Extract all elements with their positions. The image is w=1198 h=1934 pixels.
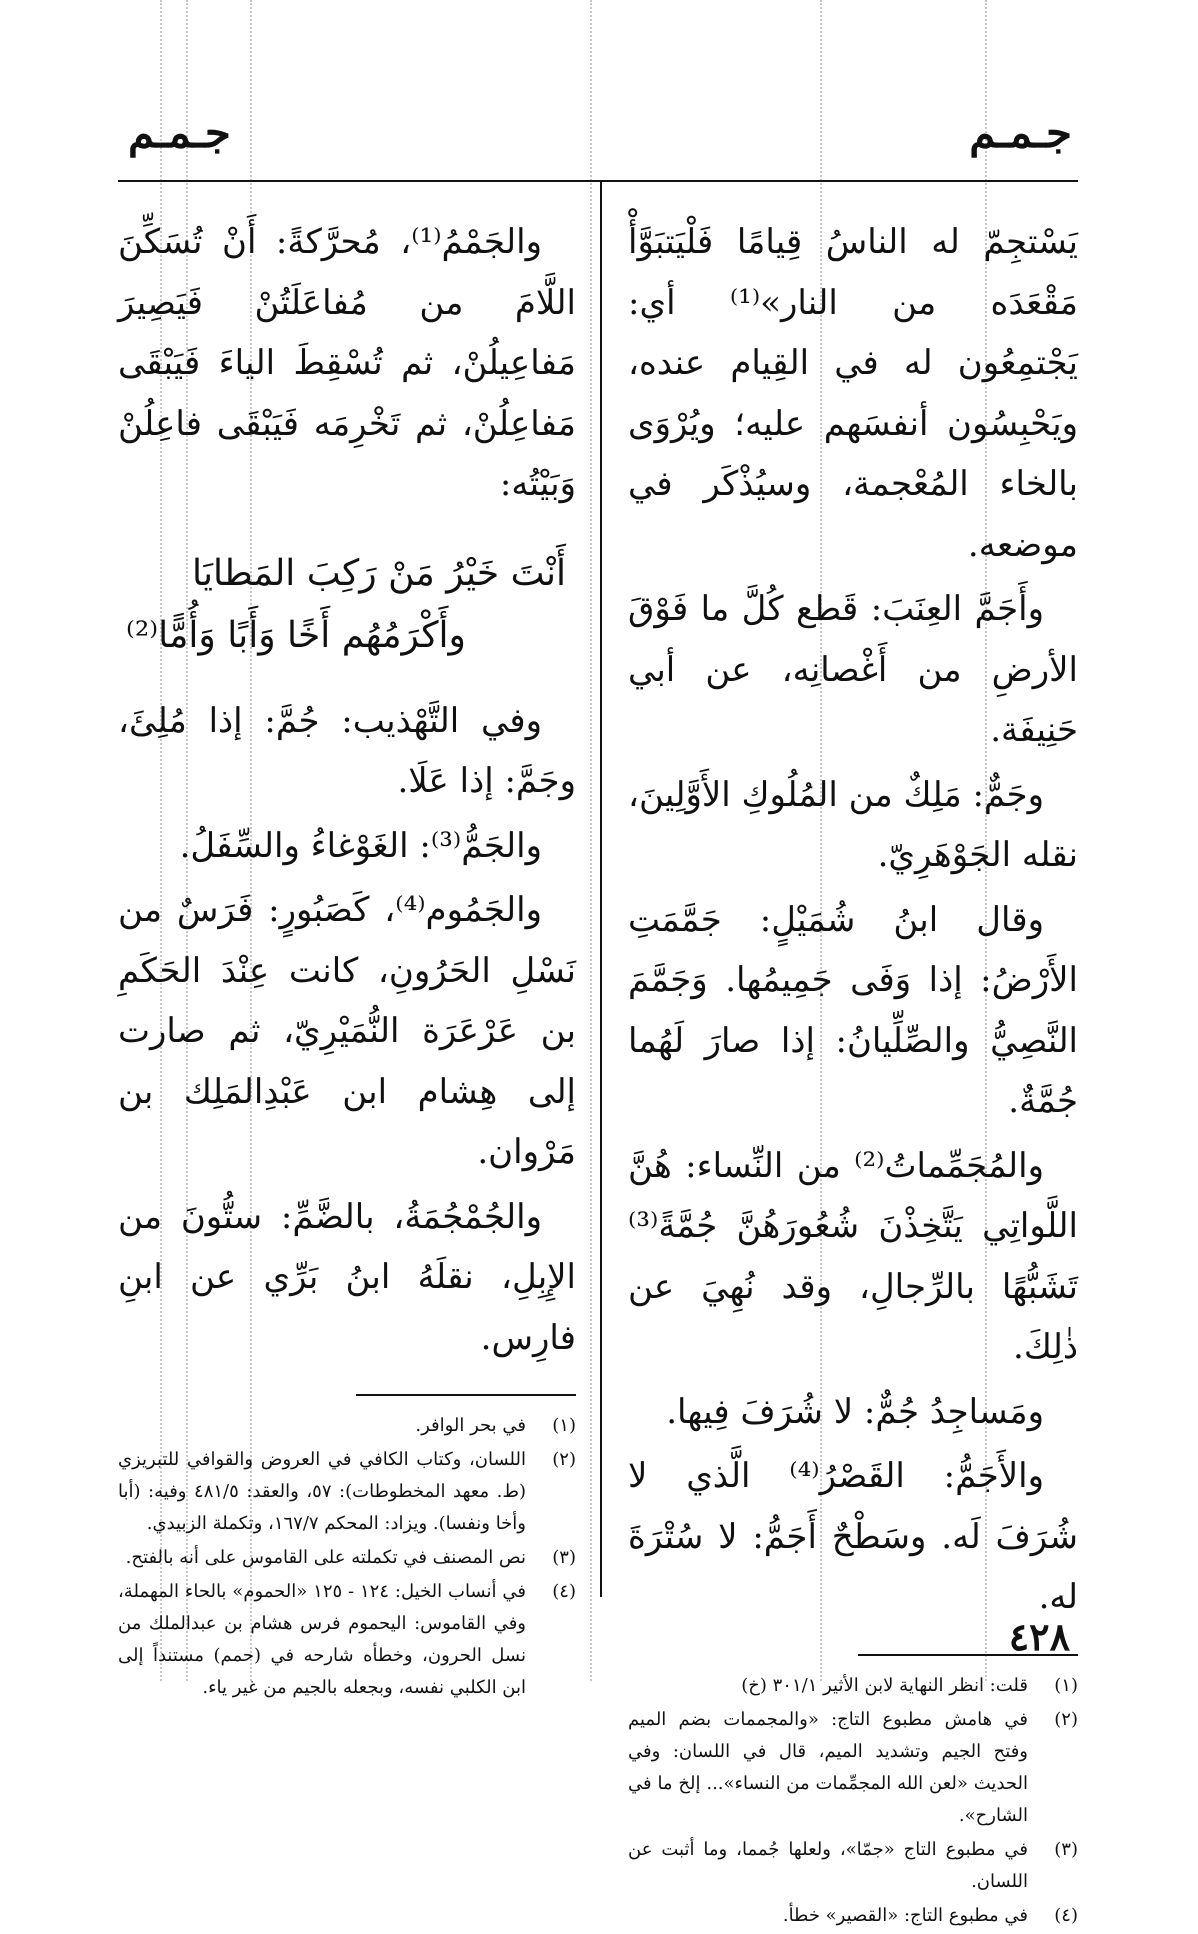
right-footnotes: [628, 1670, 1078, 1932]
footnote-number: (٢): [1054, 1708, 1078, 1730]
footnote-item: [118, 1576, 576, 1704]
scan-crease-line: [590, 0, 592, 1681]
footnote-item: [118, 1444, 576, 1540]
entry-paragraph: وفي التَّهْذيب: جُمَّ: إذا مُلِئَ، وجَمَّ: إذا عَلَا.: [118, 700, 576, 801]
footnote-item: [628, 1834, 1078, 1898]
left-footnotes: [118, 1410, 576, 1704]
footnote-text: اللسان، وكتاب الكافي في العروض والقوافي للتبريزي (ط. معهد المخطوطات): ٥٧، والعقد: ٤٨١/٥ وفيه: (أبا وأخا ونفسا). ويزاد: المحكم ١٦٧/٧، وتكملة الزبيدي.: [118, 1449, 527, 1534]
left-column: [118, 212, 576, 1706]
footnote-number: (٤): [552, 1581, 576, 1602]
entry-paragraph: والمُجَمِّماتُ⁽²⁾ من النِّساء: هُنَّ اللَّواتِي يَتَّخِذْنَ شُعُورَهُنَّ جُمَّةً⁽³⁾ تَشَبُّهًا بالرِّجالِ، وقد نُهِيَ عن ذٰلِكَ.: [628, 1145, 1078, 1367]
footnote-text: قلت: انظر النهاية لابن الأثير ٣٠١/١ (خ): [741, 1674, 1028, 1696]
entry-paragraph: وقال ابنُ شُمَيْلٍ: جَمَّمَتِ الأَرْضُ: إذا وَفَى جَمِيمُها. وَجَمَّمَ النَّصِيُّ والصِّلِّيانُ: إذا صارَ لَهُما جُمَّةٌ.: [628, 899, 1078, 1121]
entry-paragraph: يَسْتجِمّ له الناسُ قِيامًا فَلْيَتبَوَّأْ مَقْعَدَه من النار»⁽¹⁾ أي: يَجْتمِعُون له في القِيام عنده، ويَحْبِسُون أنفسَهم عليه؛ ويُرْوَى بالخاء المُعْجمة، وسيُذْكَر في موضعه.: [628, 222, 1078, 565]
column-divider: [600, 182, 602, 1597]
entry-paragraph: ومَساجِدُ جُمٌّ: لا شُرَفَ فِيها.: [666, 1391, 1044, 1432]
right-column-body: [628, 212, 1078, 1628]
footnote-rule: [356, 1394, 576, 1396]
entry-paragraph: والجَمْمُ⁽¹⁾، مُحرَّكةً: أَنْ تُسَكِّنَ اللَّامَ من مُفاعَلَتُنْ فَيَصِيرَ مَفاعِيلُنْ، ثم تُسْقِطَ الياءَ فَيَبْقَى مَفاعِلُنْ، ثم تَخْرِمَه فَيَبْقَى فاعِلُنْ وَبَيْتُه:: [118, 222, 576, 504]
footnote-number: (٢): [552, 1449, 576, 1470]
left-column-body: [118, 212, 576, 1368]
running-head-left: جـمـم: [128, 108, 231, 157]
footnote-number: (١): [1054, 1674, 1078, 1696]
footnote-text: في مطبوع التاج: «القصير» خطأ.: [782, 1904, 1028, 1926]
footnote-item: [628, 1900, 1078, 1932]
footnote-number: (٤): [1054, 1904, 1078, 1926]
header-rule: [118, 180, 1078, 182]
footnote-number: (٣): [552, 1547, 576, 1568]
entry-paragraph: وجَمٌّ: مَلِكٌ من المُلُوكِ الأَوَّلِينَ، نقله الجَوْهَرِيّ.: [627, 774, 1078, 875]
poem-hemistich-1: أَنْتَ خَيْرُ مَنْ رَكِبَ المَطايَا: [192, 552, 566, 594]
footnote-text: في هامش مطبوع التاج: «والمجممات بضم الميم وفتح الجيم وتشديد الميم، قال في اللسان: وفي الحديث «لعن الله المجمِّمات من النساء»... إلخ ما في الشارح».: [628, 1708, 1028, 1826]
footnote-text: في بحر الوافر.: [415, 1415, 526, 1436]
entry-paragraph: والجَمُّ⁽³⁾: الغَوْغاءُ والسِّفَلُ.: [179, 825, 542, 866]
footnote-number: (١): [552, 1415, 576, 1436]
entry-paragraph: والجُمْجُمَةُ، بالضَّمِّ: ستُّونَ من الإِبِلِ، نقلَهُ ابنُ بَرِّي عن ابنِ فارِس.: [118, 1196, 576, 1358]
footnote-item: [118, 1542, 576, 1574]
footnote-text: في أنساب الخيل: ١٢٤ - ١٢٥ «الحموم» بالحاء المهملة، وفي القاموس: اليحموم فرس هشام بن عبدالملك من نسل الحرون، وخطأه شارحه في (حمم) مستنداً إلى ابن الكلبي نفسه، وبجعله بالجيم من غير ياء.: [118, 1581, 526, 1698]
poem-verse: [118, 543, 576, 667]
right-column: [628, 212, 1078, 1934]
footnote-text: في مطبوع التاج «جمّا»، ولعلها جُمما، وما أثبت عن اللسان.: [628, 1838, 1028, 1892]
footnote-text: نص المصنف في تكملته على القاموس على أنه بالفتح.: [125, 1547, 526, 1568]
footnote-number: (٣): [1054, 1838, 1078, 1860]
footnote-item: [628, 1670, 1078, 1702]
running-head-right: جـمـم: [969, 108, 1072, 157]
poem-hemistich-2: وأَكْرَمُهُم أَخًا وَأَبًا وَأُمًّا⁽²⁾: [126, 614, 466, 656]
footnote-item: [628, 1704, 1078, 1832]
entry-paragraph: وأَجَمَّ العِنَبَ: قَطع كُلَّ ما فَوْقَ الأرضِ من أَغْصانِه، عن أبي حَنِيفَة.: [628, 589, 1078, 750]
entry-paragraph: والجَمُوم⁽⁴⁾، كَصَبُورٍ: فَرَسٌ من نَسْلِ الحَرُونِ، كانت عِنْدَ الحَكَمِ بن عَرْعَرَة النُّمَيْرِيّ، ثم صارت إلى هِشام ابن عَبْدِالمَلِك بن مَرْوان.: [118, 890, 576, 1172]
entry-paragraph: والأَجَمُّ: القَصْرُ⁽⁴⁾ الَّذي لا شُرَفَ لَه. وسَطْحٌ أَجَمُّ: لا سُتْرَةَ له.: [628, 1456, 1078, 1617]
page-number: ٤٢٨: [1008, 1614, 1070, 1659]
footnote-item: [118, 1410, 576, 1442]
